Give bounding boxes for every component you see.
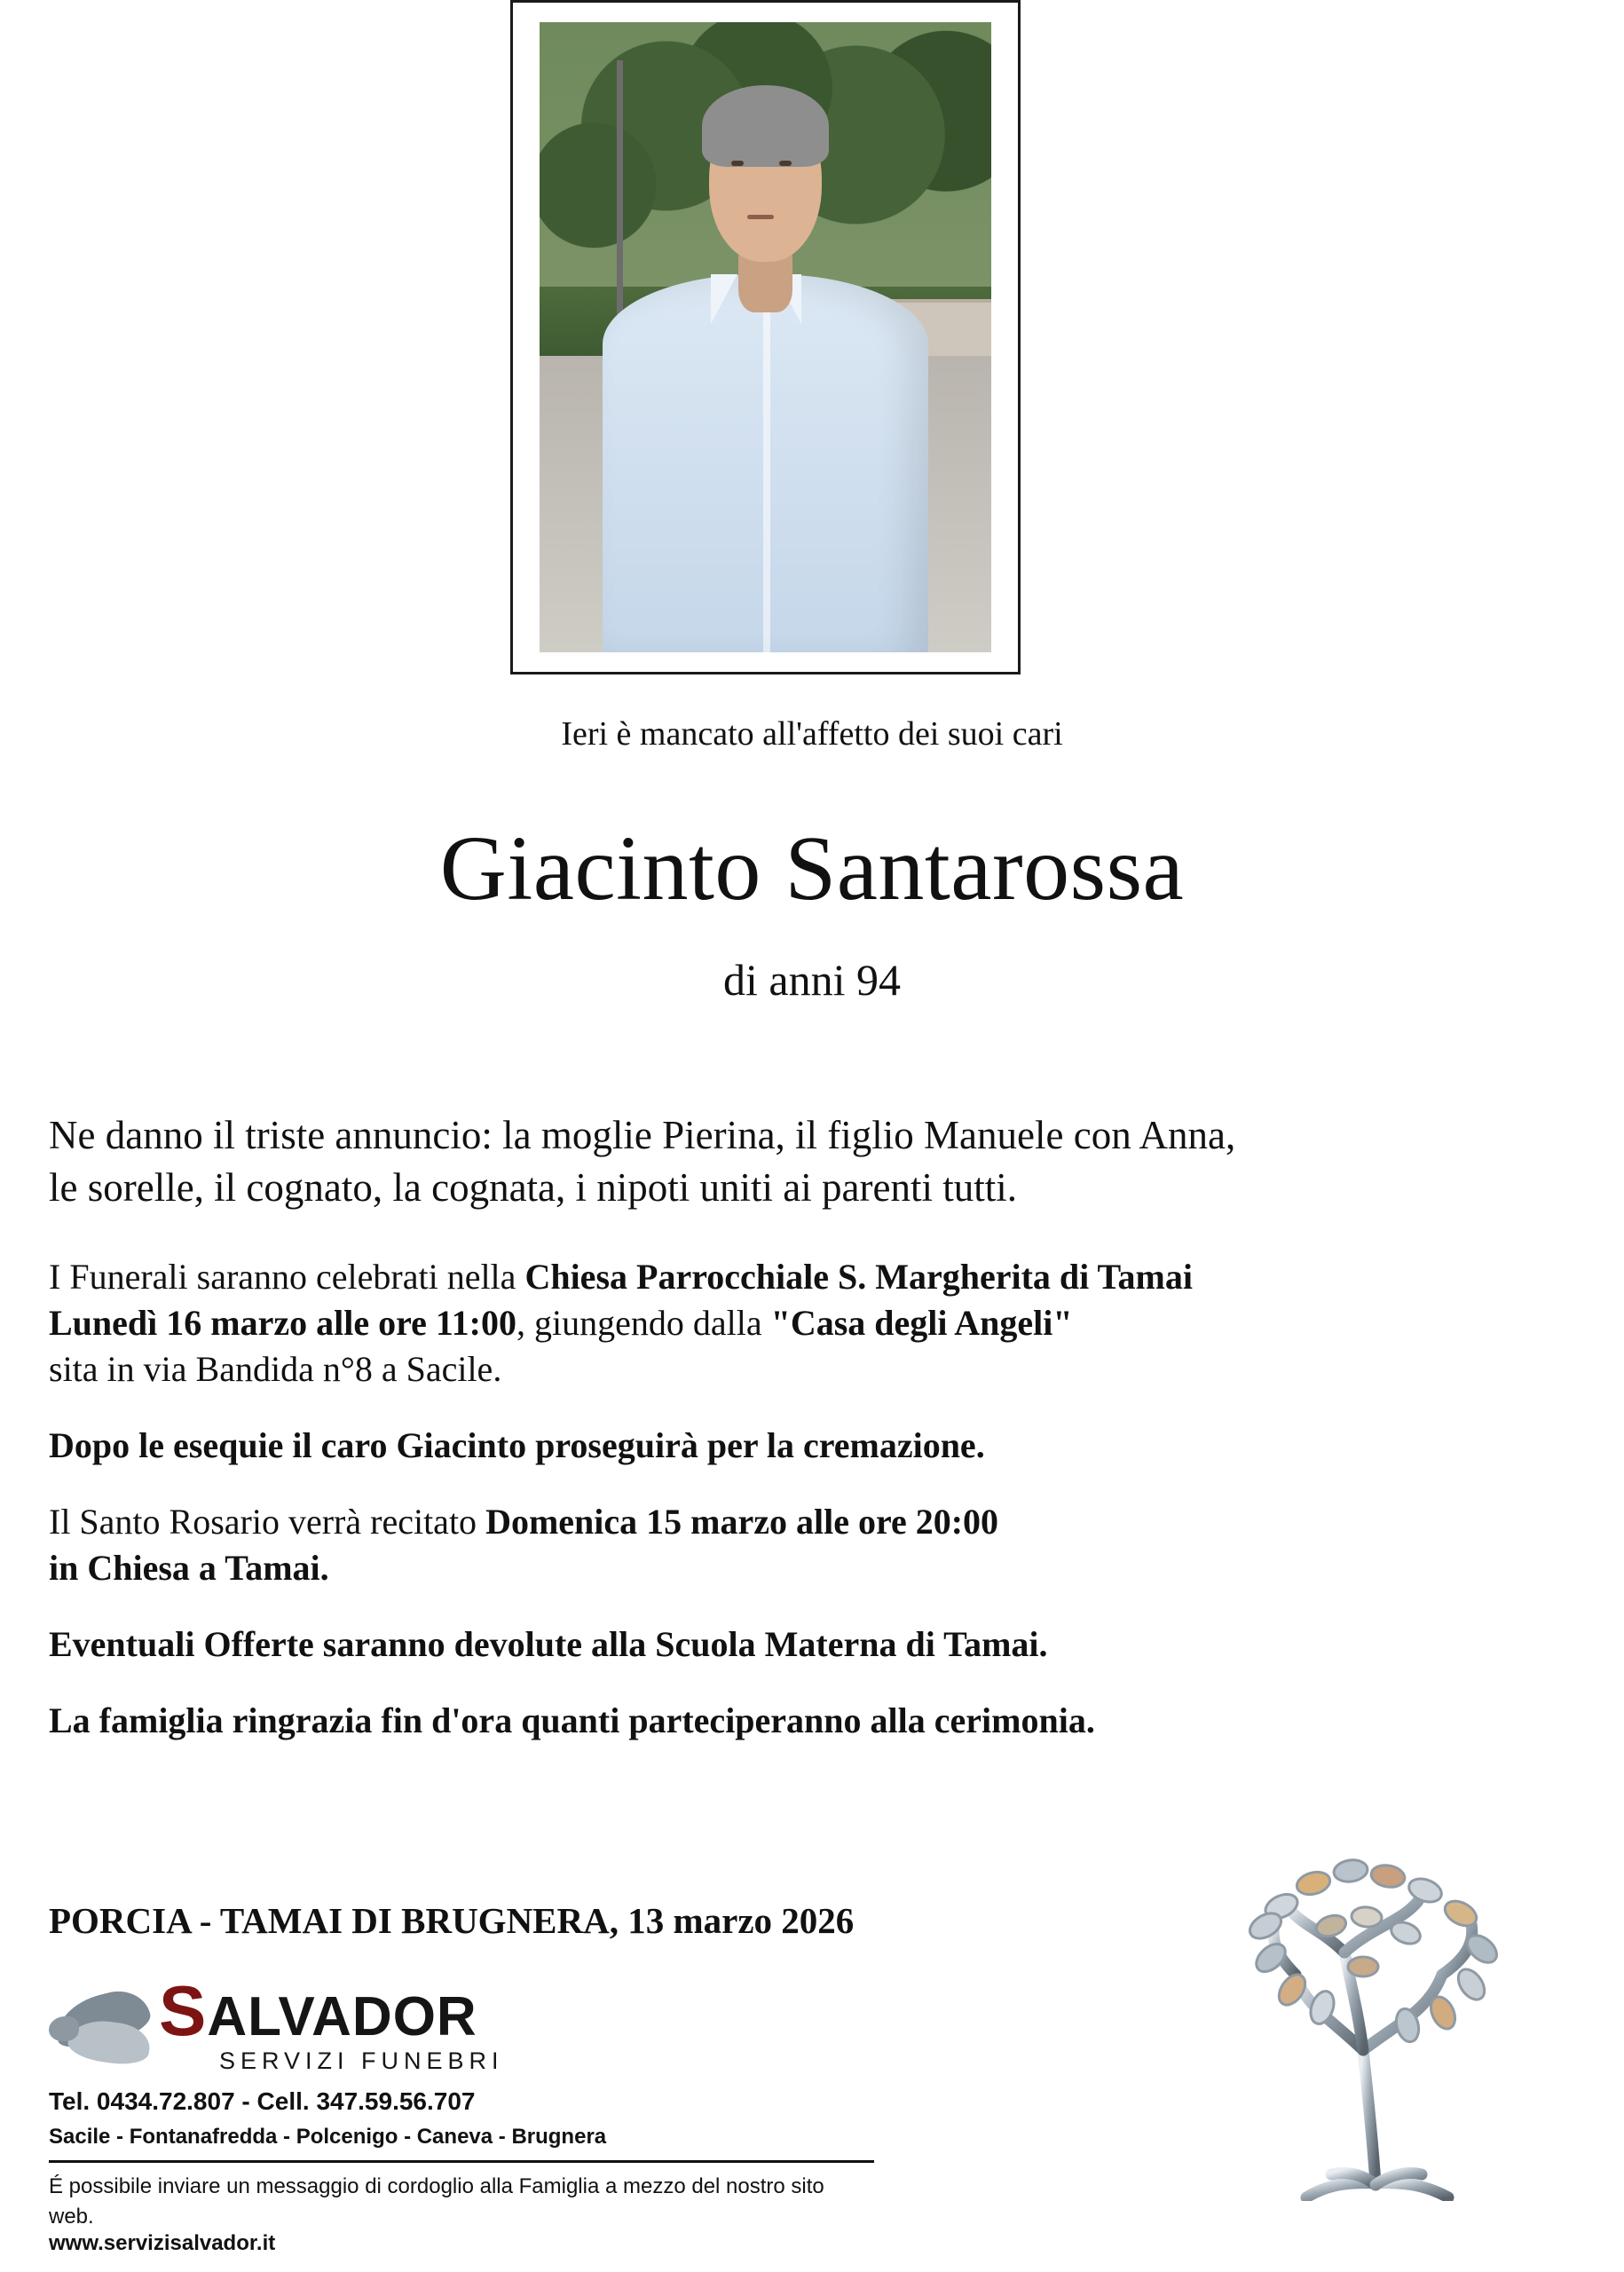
funeral-home-logo-block — [49, 1970, 839, 2256]
rosary-place: in Chiesa a Tamai. — [49, 1547, 329, 1588]
footer-divider — [49, 2160, 874, 2163]
place-and-date: PORCIA - TAMAI DI BRUGNERA, 13 marzo 2026 — [49, 1900, 855, 1941]
photo-person-mouth — [747, 215, 774, 219]
funeral-middle: , giungendo dalla — [516, 1302, 771, 1343]
deceased-age: di anni 94 — [723, 955, 901, 1005]
photo-person-eye-right — [779, 161, 792, 166]
decorative-tree-icon — [1189, 1784, 1562, 2201]
rosary-paragraph — [49, 1499, 1575, 1591]
announcement-paragraph — [49, 1109, 1575, 1215]
photo-shirt-placket — [763, 299, 770, 652]
contact-phone: Tel. 0434.72.807 - Cell. 347.59.56.707 — [49, 2087, 476, 2115]
deceased-name: Giacinto Santarossa — [439, 817, 1185, 919]
photo-pole — [617, 60, 623, 351]
lead-text: Ieri è mancato all'affetto dei suoi cari — [561, 715, 1063, 753]
brand-initial: S — [159, 1970, 208, 2050]
funeral-church: Chiesa Parrocchiale S. Margherita di Tamai — [524, 1256, 1193, 1297]
brand-subtitle: SERVIZI FUNEBRI — [219, 2047, 504, 2074]
dove-icon — [49, 1986, 155, 2075]
portrait-frame — [510, 0, 1021, 674]
offers-paragraph: Eventuali Offerte saranno devolute alla Scuola Materna di Tamai. — [49, 1623, 1048, 1664]
funeral-address: sita in via Bandida n°8 a Sacile. — [49, 1348, 502, 1389]
rosary-datetime: Domenica 15 marzo alle ore 20:00 — [485, 1501, 999, 1542]
cremation-paragraph: Dopo le esequie il caro Giacinto proseguirà per la cremazione. — [49, 1424, 985, 1465]
service-cities: Sacile - Fontanafredda - Polcenigo - Caneva - Brugnera — [49, 2125, 607, 2149]
funeral-paragraph — [49, 1254, 1575, 1392]
announcement-line-2: le sorelle, il cognato, la cognata, i nipoti uniti ai parenti tutti. — [49, 1165, 1017, 1211]
portrait-photo — [540, 22, 991, 652]
logo-row — [49, 1970, 839, 2075]
footer-website[interactable]: www.servizisalvador.it — [49, 2231, 276, 2256]
thanks-paragraph: La famiglia ringrazia fin d'ora quanti parteciperanno alla cerimonia. — [49, 1700, 1095, 1740]
brand-name — [159, 1970, 504, 2050]
rosary-prefix: Il Santo Rosario verrà recitato — [49, 1501, 486, 1542]
announcement-line-1: Ne danno il triste annuncio: la moglie Pierina, il figlio Manuele con Anna, — [49, 1113, 1236, 1157]
photo-person-hair — [702, 85, 829, 167]
photo-collar-left — [711, 274, 737, 324]
footer-note: É possibile inviare un messaggio di cordoglio alla Famiglia a mezzo del nostro sito web. — [49, 2174, 824, 2229]
notice-body — [49, 1109, 1575, 1774]
funeral-prefix: I Funerali saranno celebrati nella — [49, 1256, 525, 1297]
logo-text — [159, 1970, 504, 2075]
brand-rest: ALVADOR — [207, 1985, 477, 2047]
funeral-from-place: "Casa degli Angeli" — [770, 1302, 1073, 1343]
photo-person-eye-left — [731, 161, 744, 166]
funeral-datetime: Lunedì 16 marzo alle ore 11:00 — [49, 1302, 516, 1343]
